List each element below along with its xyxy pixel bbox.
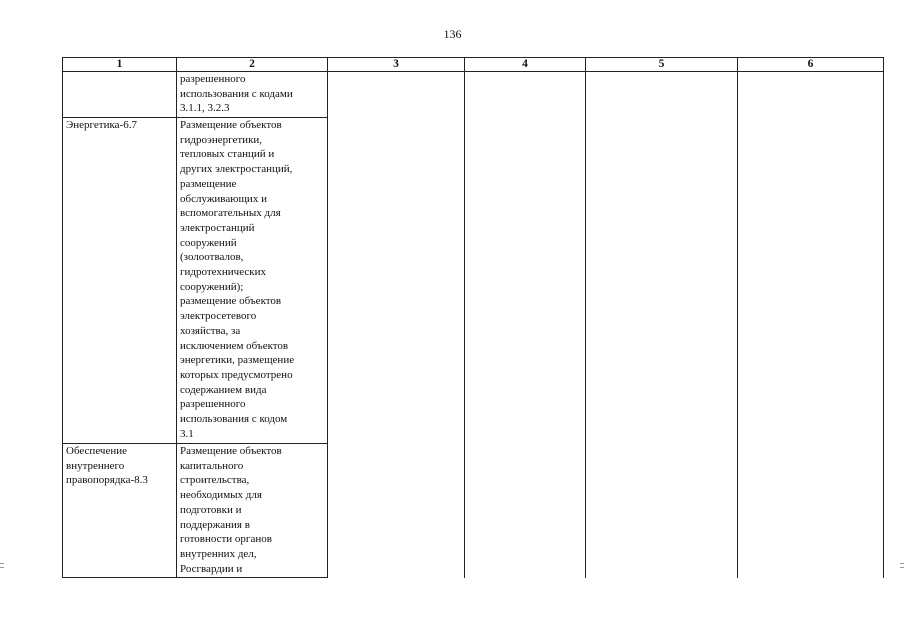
- table-cell-use-description: Размещение объектов капитального строительства, необходимых для подготовки и поддержания в готовности органов внутренних дел, Росгвардии и: [177, 444, 328, 578]
- page-number: 136: [443, 27, 462, 41]
- table-cell-use-name: Обеспечение внутреннего правопорядка-8.3: [63, 444, 177, 578]
- document-table: [62, 57, 884, 578]
- scan-edge-mark-left: [0, 563, 4, 568]
- column-header-1: 1: [63, 58, 177, 72]
- column-header-2: 2: [177, 58, 328, 72]
- table-cell-use-name: [63, 72, 177, 118]
- table-cell-col5: [586, 72, 738, 578]
- column-header-6: 6: [738, 58, 884, 72]
- header-row: [63, 58, 884, 72]
- column-header-4: 4: [465, 58, 586, 72]
- table-cell-col4: [465, 72, 586, 578]
- table-cell-use-description: разрешенного использования с кодами 3.1.1, 3.2.3: [177, 72, 328, 118]
- scan-edge-mark-right: [900, 563, 904, 568]
- table-row: [63, 72, 884, 118]
- table-cell-use-description: Размещение объектов гидроэнергетики, тепловых станций и других электростанций, размещение обслуживающих и вспомогательных для электростанций сооружений (золоотвалов, гидротехнических сооружений); размещение объектов электросетевого хозяйства, за исключением объектов энергетики, размещение которых предусмотрено содержанием вида разрешенного использования с кодом 3.1: [177, 118, 328, 444]
- table-cell-use-name: Энергетика-6.7: [63, 118, 177, 444]
- column-header-5: 5: [586, 58, 738, 72]
- column-header-3: 3: [328, 58, 465, 72]
- table-cell-col6: [738, 72, 884, 578]
- table-cell-col3: [328, 72, 465, 578]
